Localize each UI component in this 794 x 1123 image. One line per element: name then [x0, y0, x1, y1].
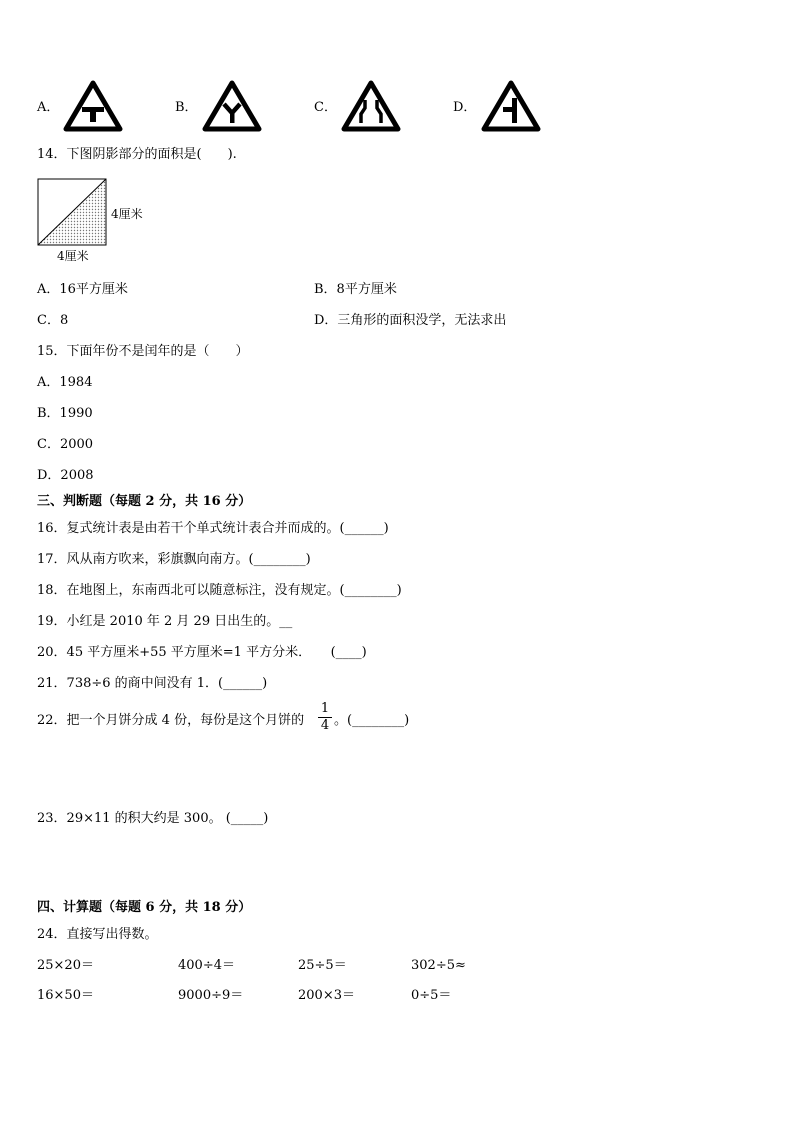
- q19: 19．小红是 2010 年 2 月 29 日出生的。__: [37, 614, 293, 629]
- side-label-right: 4厘米: [111, 207, 143, 221]
- calc-r1-c3: 25÷5＝: [298, 958, 347, 973]
- q14-question: 14．下图阴影部分的面积是( ).: [37, 147, 237, 162]
- q13-option-b-label: B．: [175, 100, 198, 115]
- q15-question: 15．下面年份不是闰年的是（ ）: [37, 344, 249, 359]
- q15-option-c: C．2000: [37, 437, 94, 452]
- q15-option-a: A．1984: [37, 375, 93, 390]
- section3-heading: 三、判断题（每题 2 分，共 16 分）: [37, 494, 252, 509]
- q13-option-d-label: D．: [453, 100, 477, 115]
- q22-fraction: [318, 702, 332, 733]
- calc-r1-c4: 302÷5≈: [411, 958, 466, 973]
- calc-r1-c1: 25×20＝: [37, 958, 94, 973]
- side-road-junction-sign-icon: [481, 80, 541, 132]
- q13-option-a-label: A．: [37, 100, 60, 115]
- q22-blank: 。(________): [334, 713, 410, 728]
- fraction-numerator: 1: [320, 701, 330, 716]
- q14-option-b: B．8平方厘米: [314, 282, 397, 297]
- q15-option-b: B．1990: [37, 406, 93, 421]
- calc-r1-c2: 400÷4＝: [178, 958, 235, 973]
- t-junction-sign-icon: [63, 80, 123, 132]
- y-junction-sign-icon: [202, 80, 262, 132]
- calc-r2-c4: 0÷5＝: [411, 988, 452, 1003]
- q13-option-c-label: C．: [314, 100, 337, 115]
- q24-question: 24．直接写出得数。: [37, 927, 158, 942]
- side-label-bottom: 4厘米: [57, 249, 89, 263]
- q23: 23．29×11 的积大约是 300。 (_____): [37, 811, 269, 826]
- q16: 16．复式统计表是由若干个单式统计表合并而成的。(______): [37, 521, 389, 536]
- square-diagram: [37, 178, 109, 248]
- q14-option-c: C．8: [37, 313, 69, 328]
- q21: 21．738÷6 的商中间没有 1．(______): [37, 676, 268, 691]
- q22-text: 22．把一个月饼分成 4 份，每份是这个月饼的: [37, 713, 305, 728]
- q20: 20．45 平方厘米+55 平方厘米=1 平方分米． (____): [37, 645, 367, 660]
- q15-option-d: D．2008: [37, 468, 94, 483]
- calc-r2-c3: 200×3＝: [298, 988, 355, 1003]
- road-narrows-sign-icon: [341, 80, 401, 132]
- q18: 18．在地图上，东南西北可以随意标注，没有规定。(________): [37, 583, 402, 598]
- q14-option-a: A．16平方厘米: [37, 282, 128, 297]
- q14-option-d: D．三角形的面积没学，无法求出: [314, 313, 507, 328]
- section4-heading: 四、计算题（每题 6 分，共 18 分）: [37, 900, 252, 915]
- fraction-denominator: 4: [320, 718, 330, 733]
- calc-r2-c2: 9000÷9＝: [178, 988, 244, 1003]
- calc-r2-c1: 16×50＝: [37, 988, 94, 1003]
- q17: 17．风从南方吹来，彩旗飘向南方。(________): [37, 552, 311, 567]
